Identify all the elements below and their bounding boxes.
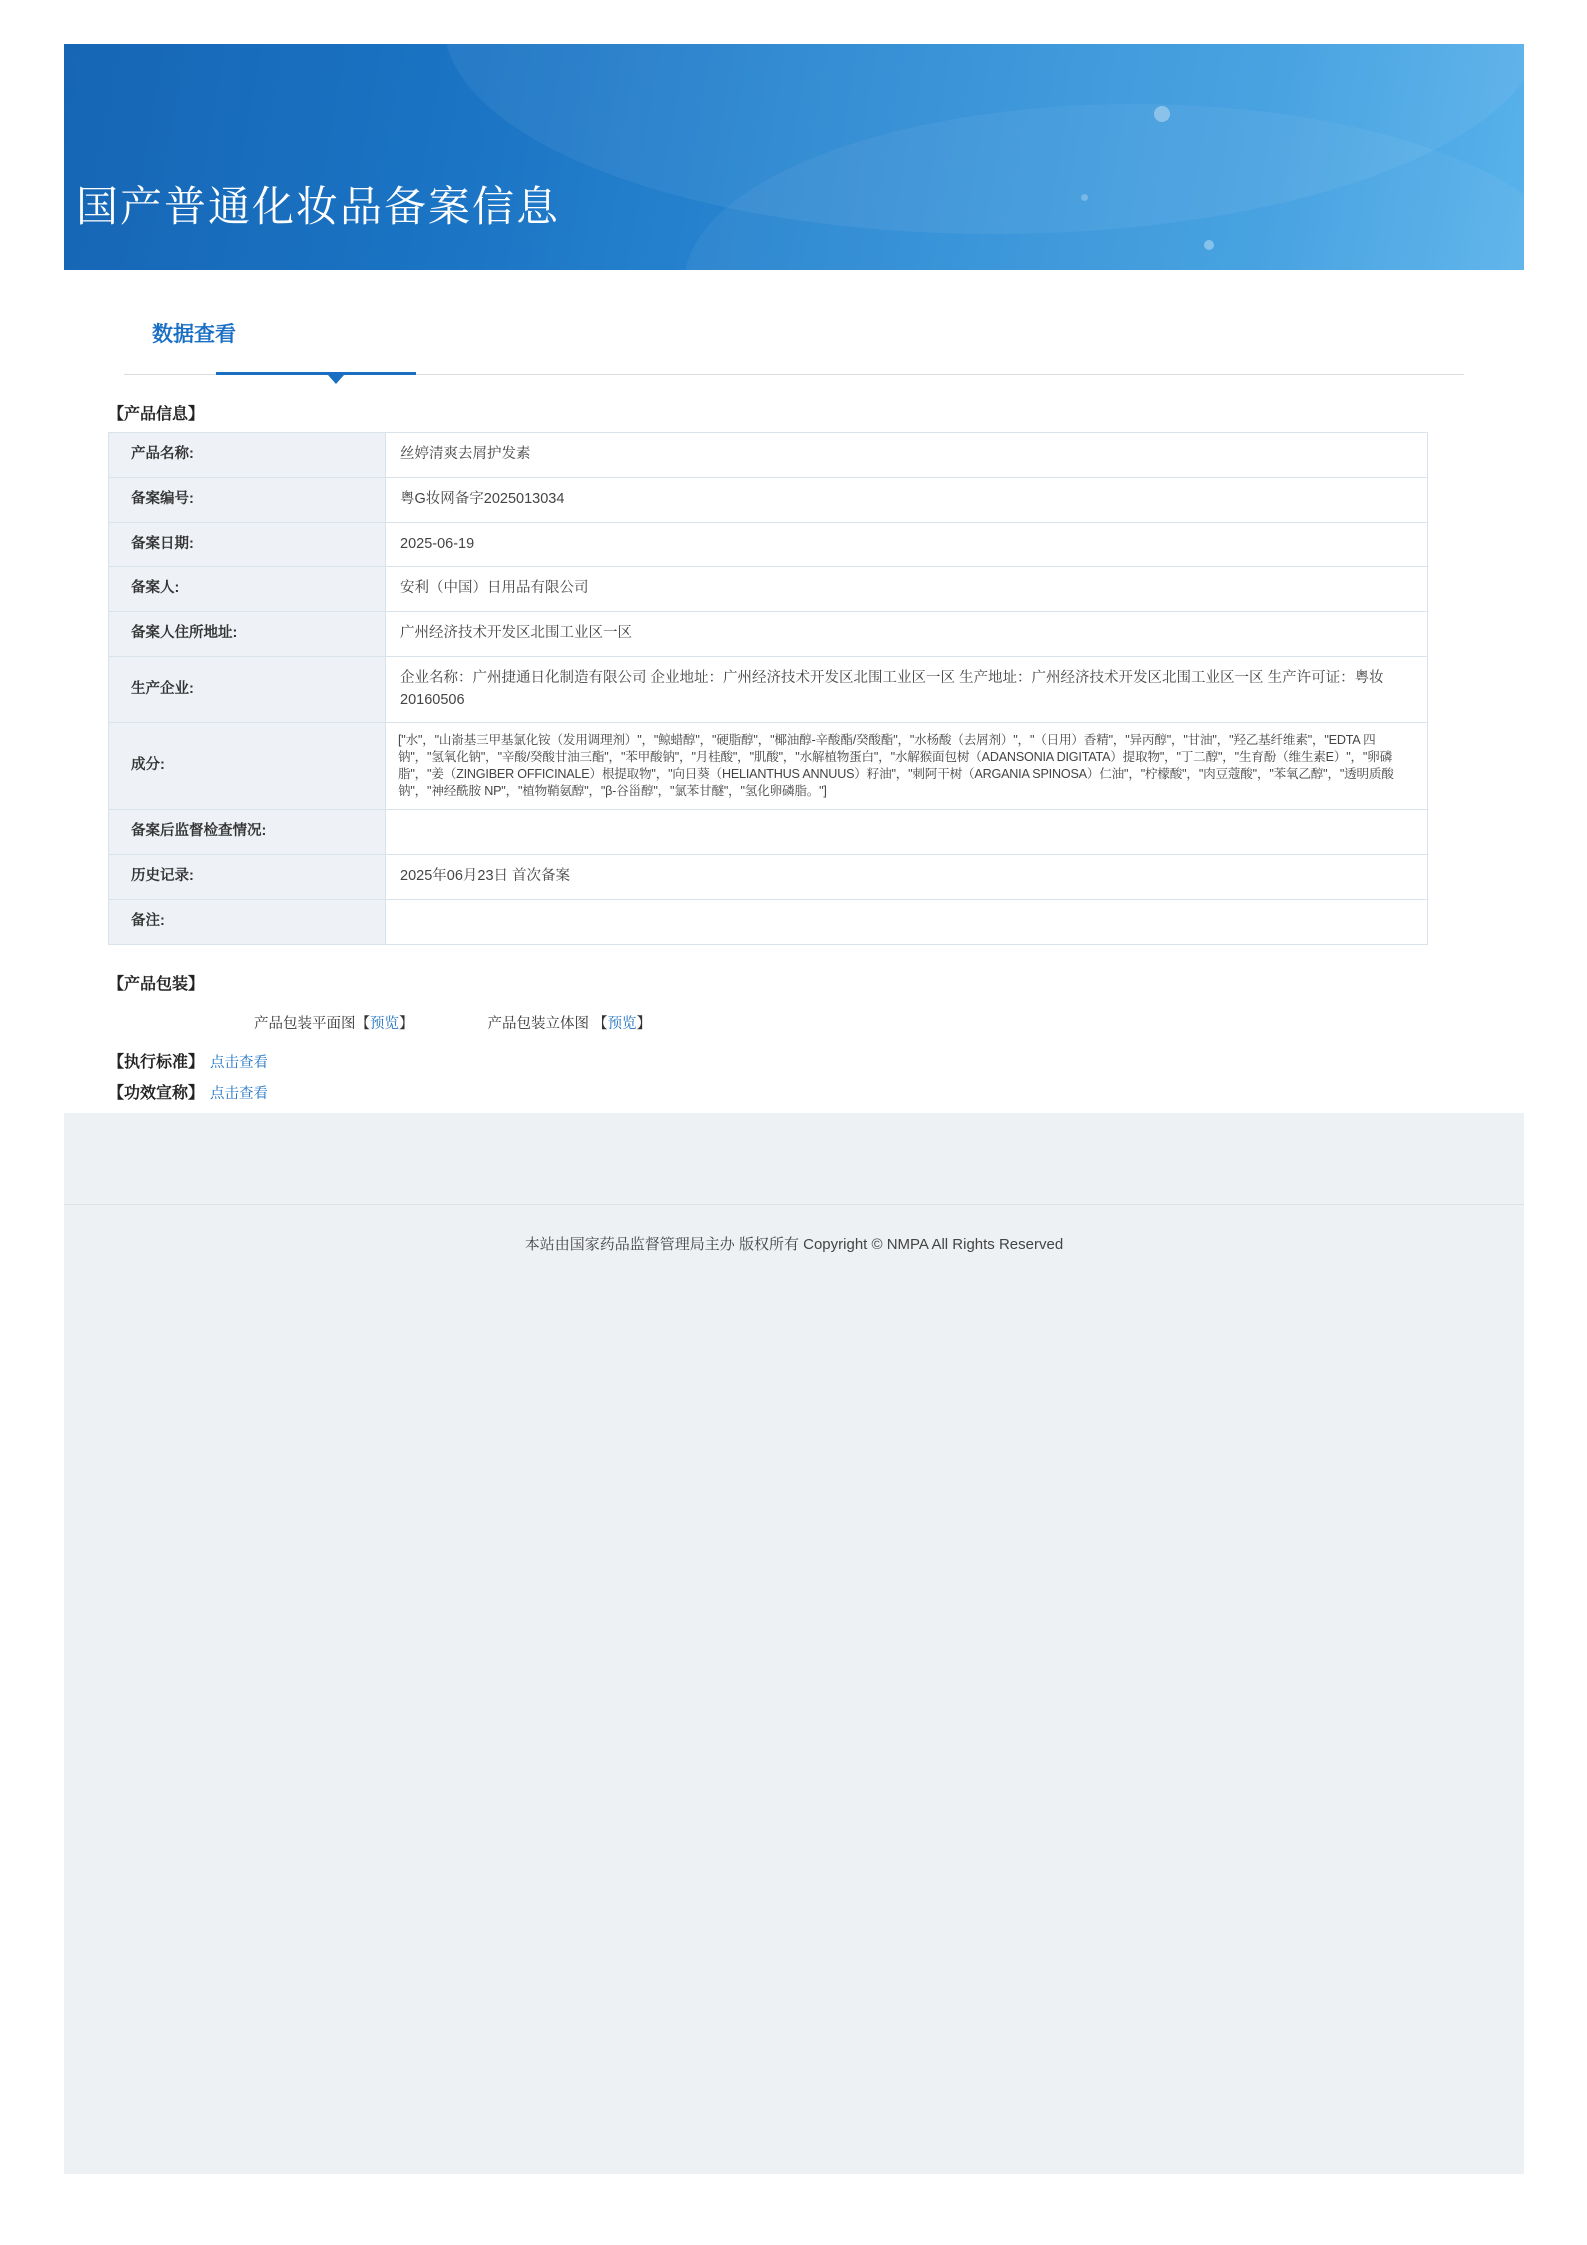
package-section [64, 971, 1524, 1033]
row-label: 备案人: [109, 567, 386, 612]
row-value: 安利（中国）日用品有限公司 [386, 567, 1428, 612]
table-row [109, 477, 1428, 522]
package-solid-label-close: 】 [636, 1015, 652, 1032]
banner-decoration-dot-3 [1081, 194, 1088, 201]
table-row [109, 899, 1428, 944]
product-info-table [108, 432, 1428, 945]
row-value: 广州经济技术开发区北围工业区一区 [386, 612, 1428, 657]
row-value [386, 810, 1428, 855]
package-solid-label: 产品包装立体图 【 [487, 1015, 608, 1032]
page-banner [64, 44, 1524, 270]
standard-heading: 【执行标准】 [108, 1053, 205, 1071]
claim-view-link[interactable]: 点击查看 [210, 1085, 269, 1102]
table-row [109, 522, 1428, 567]
table-row [109, 723, 1428, 810]
banner-decoration-dot-1 [1154, 106, 1170, 122]
package-heading: 【产品包装】 [108, 975, 205, 993]
row-label: 生产企业: [109, 656, 386, 723]
table-row [109, 810, 1428, 855]
package-plane-preview-link[interactable]: 预览 [370, 1015, 399, 1032]
row-value: ["水"，"山嵛基三甲基氯化铵（发用调理剂）"，"鲸蜡醇"，"硬脂醇"，"椰油醇-辛酸酯/癸酸酯"，"水杨酸（去屑剂）"，"（日用）香精"，"异丙醇"，"甘油"，"羟乙基纤维素"，"EDTA 四钠"，"氢氧化钠"，"辛酸/癸酸甘油三酯"，"苯甲酸钠"，"月桂酸"，"肌酸"，"水解植物蛋白"，"水解猴面包树（ADANSONIA DIGITATA）提取物"，"丁二醇"，"生育酚（维生素E）"，"卵磷脂"，"姜（ZINGIBER OFFICINALE）根提取物"，"向日葵（HELIANTHUS ANNUUS）籽油"，"刺阿干树（ARGANIA SPINOSA）仁油"，"柠檬酸"，"肉豆蔻酸"，"苯氧乙醇"，"透明质酸钠"，"神经酰胺 NP"，"植物鞘氨醇"，"β-谷甾醇"，"氯苯甘醚"，"氢化卵磷脂。"] [386, 723, 1428, 810]
package-plane-item [254, 1012, 414, 1033]
row-label: 成分: [109, 723, 386, 810]
row-value: 2025-06-19 [386, 522, 1428, 567]
package-solid-preview-link[interactable]: 预览 [607, 1015, 637, 1032]
table-row [109, 656, 1428, 723]
standard-section [108, 1049, 1524, 1072]
package-preview-row [254, 1002, 1524, 1033]
row-label: 产品名称: [109, 433, 386, 478]
row-label: 历史记录: [109, 855, 386, 900]
banner-decoration-dot-2 [1204, 240, 1214, 250]
row-value: 粤G妆网备字2025013034 [386, 477, 1428, 522]
table-row [109, 855, 1428, 900]
row-label: 备案日期: [109, 522, 386, 567]
package-solid-item [488, 1012, 652, 1033]
standard-view-link[interactable]: 点击查看 [210, 1054, 269, 1071]
tab-bar [124, 270, 1464, 375]
table-row [109, 612, 1428, 657]
claim-section [108, 1080, 1524, 1103]
table-row [109, 433, 1428, 478]
content-card [64, 270, 1524, 1113]
page-title: 国产普通化妆品备案信息 [76, 183, 561, 230]
row-value: 企业名称：广州捷通日化制造有限公司 企业地址：广州经济技术开发区北围工业区一区 生产地址：广州经济技术开发区北围工业区一区 生产许可证：粤妆20160506 [386, 656, 1428, 723]
product-info-heading: 【产品信息】 [108, 406, 205, 423]
claim-heading: 【功效宣称】 [108, 1084, 205, 1102]
row-label: 备案编号: [109, 477, 386, 522]
row-label: 备案后监督检查情况: [109, 810, 386, 855]
package-plane-label: 产品包装平面图【 [254, 1015, 370, 1032]
page-footer: 本站由国家药品监督管理局主办 版权所有 Copyright © NMPA All Rights Reserved [64, 1204, 1524, 1254]
row-value: 2025年06月23日 首次备案 [386, 855, 1428, 900]
page-container [64, 44, 1524, 2174]
row-value [386, 899, 1428, 944]
package-plane-label-close: 】 [399, 1015, 414, 1032]
tab-data-view[interactable]: 数据查看 [152, 323, 236, 346]
tab-active-caret-icon [328, 375, 344, 384]
tab-active-underline [216, 372, 416, 375]
row-label: 备注: [109, 899, 386, 944]
row-label: 备案人住所地址: [109, 612, 386, 657]
row-value: 丝婷清爽去屑护发素 [386, 433, 1428, 478]
table-row [109, 567, 1428, 612]
